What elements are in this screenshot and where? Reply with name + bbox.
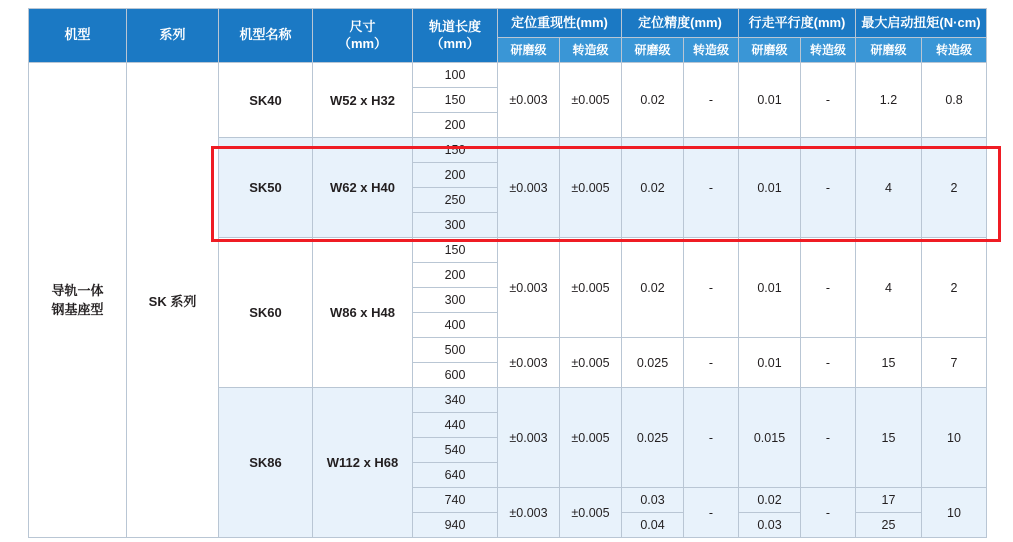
cell-accuracy-rolled: - bbox=[684, 238, 739, 338]
cell-torque-ground: 15 bbox=[856, 338, 922, 388]
header-size-line1: 尺寸 bbox=[349, 18, 376, 34]
cell-repeatability-rolled: ±0.005 bbox=[560, 388, 622, 488]
cell-parallelism-rolled: - bbox=[801, 388, 856, 488]
cell-size: W86 x H48 bbox=[313, 238, 413, 388]
header-size-line2: （mm） bbox=[337, 35, 388, 51]
cell-rail-length: 300 bbox=[413, 288, 498, 313]
cell-model-name: SK50 bbox=[219, 138, 313, 238]
cell-accuracy-ground: 0.03 bbox=[622, 488, 684, 513]
cell-size: W62 x H40 bbox=[313, 138, 413, 238]
cell-size: W52 x H32 bbox=[313, 63, 413, 138]
cell-parallelism-ground: 0.01 bbox=[739, 238, 801, 338]
cell-repeatability-ground: ±0.003 bbox=[498, 238, 560, 338]
cell-rail-length: 150 bbox=[413, 238, 498, 263]
cell-torque-ground: 4 bbox=[856, 138, 922, 238]
cell-torque-rolled: 10 bbox=[922, 388, 987, 488]
cell-parallelism-ground: 0.015 bbox=[739, 388, 801, 488]
specification-table bbox=[28, 8, 987, 538]
cell-parallelism-rolled: - bbox=[801, 138, 856, 238]
cell-rail-length: 250 bbox=[413, 188, 498, 213]
model-type-line2: 钢基座型 bbox=[51, 302, 104, 317]
cell-size: W112 x H68 bbox=[313, 388, 413, 538]
cell-rail-length: 300 bbox=[413, 213, 498, 238]
header-model-type: 机型 bbox=[29, 9, 127, 63]
header-repeatability: 定位重现性(mm) bbox=[498, 9, 622, 38]
header-rail-length bbox=[413, 9, 498, 63]
cell-model-name: SK60 bbox=[219, 238, 313, 388]
cell-accuracy-ground: 0.025 bbox=[622, 338, 684, 388]
cell-repeatability-rolled: ±0.005 bbox=[560, 238, 622, 338]
cell-rail-length: 200 bbox=[413, 163, 498, 188]
header-rail-length-line2: （mm） bbox=[430, 35, 480, 51]
cell-torque-rolled: 10 bbox=[922, 488, 987, 538]
cell-model-name: SK40 bbox=[219, 63, 313, 138]
table-row bbox=[29, 63, 987, 88]
table-header bbox=[29, 9, 987, 63]
cell-repeatability-ground: ±0.003 bbox=[498, 138, 560, 238]
header-parallelism-rolled: 转造级 bbox=[801, 38, 856, 63]
header-model-name: 机型名称 bbox=[219, 9, 313, 63]
cell-accuracy-rolled: - bbox=[684, 488, 739, 538]
cell-rail-length: 940 bbox=[413, 513, 498, 538]
cell-parallelism-rolled: - bbox=[801, 63, 856, 138]
cell-model-type bbox=[29, 63, 127, 538]
spec-sheet bbox=[0, 8, 1013, 542]
cell-rail-length: 150 bbox=[413, 138, 498, 163]
model-type-line1: 导轨一体 bbox=[51, 282, 104, 298]
cell-accuracy-rolled: - bbox=[684, 388, 739, 488]
header-accuracy: 定位精度(mm) bbox=[622, 9, 739, 38]
cell-accuracy-rolled: - bbox=[684, 338, 739, 388]
header-rail-length-line1: 轨道长度 bbox=[428, 18, 481, 34]
cell-parallelism-rolled: - bbox=[801, 488, 856, 538]
cell-accuracy-ground: 0.02 bbox=[622, 238, 684, 338]
cell-accuracy-ground: 0.02 bbox=[622, 63, 684, 138]
cell-rail-length: 640 bbox=[413, 463, 498, 488]
cell-parallelism-ground: 0.03 bbox=[739, 513, 801, 538]
cell-repeatability-rolled: ±0.005 bbox=[560, 138, 622, 238]
cell-torque-rolled: 2 bbox=[922, 238, 987, 338]
cell-rail-length: 540 bbox=[413, 438, 498, 463]
cell-rail-length: 150 bbox=[413, 88, 498, 113]
header-series: 系列 bbox=[127, 9, 219, 63]
cell-torque-rolled: 2 bbox=[922, 138, 987, 238]
header-repeatability-ground: 研磨级 bbox=[498, 38, 560, 63]
cell-repeatability-rolled: ±0.005 bbox=[560, 63, 622, 138]
cell-repeatability-rolled: ±0.005 bbox=[560, 488, 622, 538]
cell-repeatability-rolled: ±0.005 bbox=[560, 338, 622, 388]
cell-rail-length: 400 bbox=[413, 313, 498, 338]
header-accuracy-rolled: 转造级 bbox=[684, 38, 739, 63]
cell-accuracy-ground: 0.04 bbox=[622, 513, 684, 538]
cell-rail-length: 100 bbox=[413, 63, 498, 88]
cell-torque-ground: 17 bbox=[856, 488, 922, 513]
cell-torque-ground: 25 bbox=[856, 513, 922, 538]
cell-torque-ground: 4 bbox=[856, 238, 922, 338]
header-torque: 最大启动扭矩(N·cm) bbox=[856, 9, 987, 38]
cell-repeatability-ground: ±0.003 bbox=[498, 388, 560, 488]
cell-torque-rolled: 7 bbox=[922, 338, 987, 388]
cell-rail-length: 200 bbox=[413, 263, 498, 288]
cell-torque-ground: 1.2 bbox=[856, 63, 922, 138]
cell-rail-length: 200 bbox=[413, 113, 498, 138]
cell-series: SK 系列 bbox=[127, 63, 219, 538]
header-torque-rolled: 转造级 bbox=[922, 38, 987, 63]
cell-rail-length: 740 bbox=[413, 488, 498, 513]
cell-repeatability-ground: ±0.003 bbox=[498, 63, 560, 138]
cell-accuracy-ground: 0.02 bbox=[622, 138, 684, 238]
header-accuracy-ground: 研磨级 bbox=[622, 38, 684, 63]
header-parallelism-ground: 研磨级 bbox=[739, 38, 801, 63]
cell-parallelism-rolled: - bbox=[801, 238, 856, 338]
cell-parallelism-ground: 0.01 bbox=[739, 63, 801, 138]
cell-rail-length: 500 bbox=[413, 338, 498, 363]
cell-rail-length: 440 bbox=[413, 413, 498, 438]
cell-repeatability-ground: ±0.003 bbox=[498, 488, 560, 538]
header-repeatability-rolled: 转造级 bbox=[560, 38, 622, 63]
table-body bbox=[29, 63, 987, 538]
cell-parallelism-ground: 0.01 bbox=[739, 338, 801, 388]
cell-torque-ground: 15 bbox=[856, 388, 922, 488]
cell-accuracy-rolled: - bbox=[684, 63, 739, 138]
cell-parallelism-ground: 0.01 bbox=[739, 138, 801, 238]
cell-accuracy-rolled: - bbox=[684, 138, 739, 238]
header-torque-ground: 研磨级 bbox=[856, 38, 922, 63]
header-size bbox=[313, 9, 413, 63]
cell-model-name: SK86 bbox=[219, 388, 313, 538]
cell-repeatability-ground: ±0.003 bbox=[498, 338, 560, 388]
cell-parallelism-ground: 0.02 bbox=[739, 488, 801, 513]
header-parallelism: 行走平行度(mm) bbox=[739, 9, 856, 38]
cell-torque-rolled: 0.8 bbox=[922, 63, 987, 138]
cell-rail-length: 600 bbox=[413, 363, 498, 388]
cell-accuracy-ground: 0.025 bbox=[622, 388, 684, 488]
cell-parallelism-rolled: - bbox=[801, 338, 856, 388]
cell-rail-length: 340 bbox=[413, 388, 498, 413]
